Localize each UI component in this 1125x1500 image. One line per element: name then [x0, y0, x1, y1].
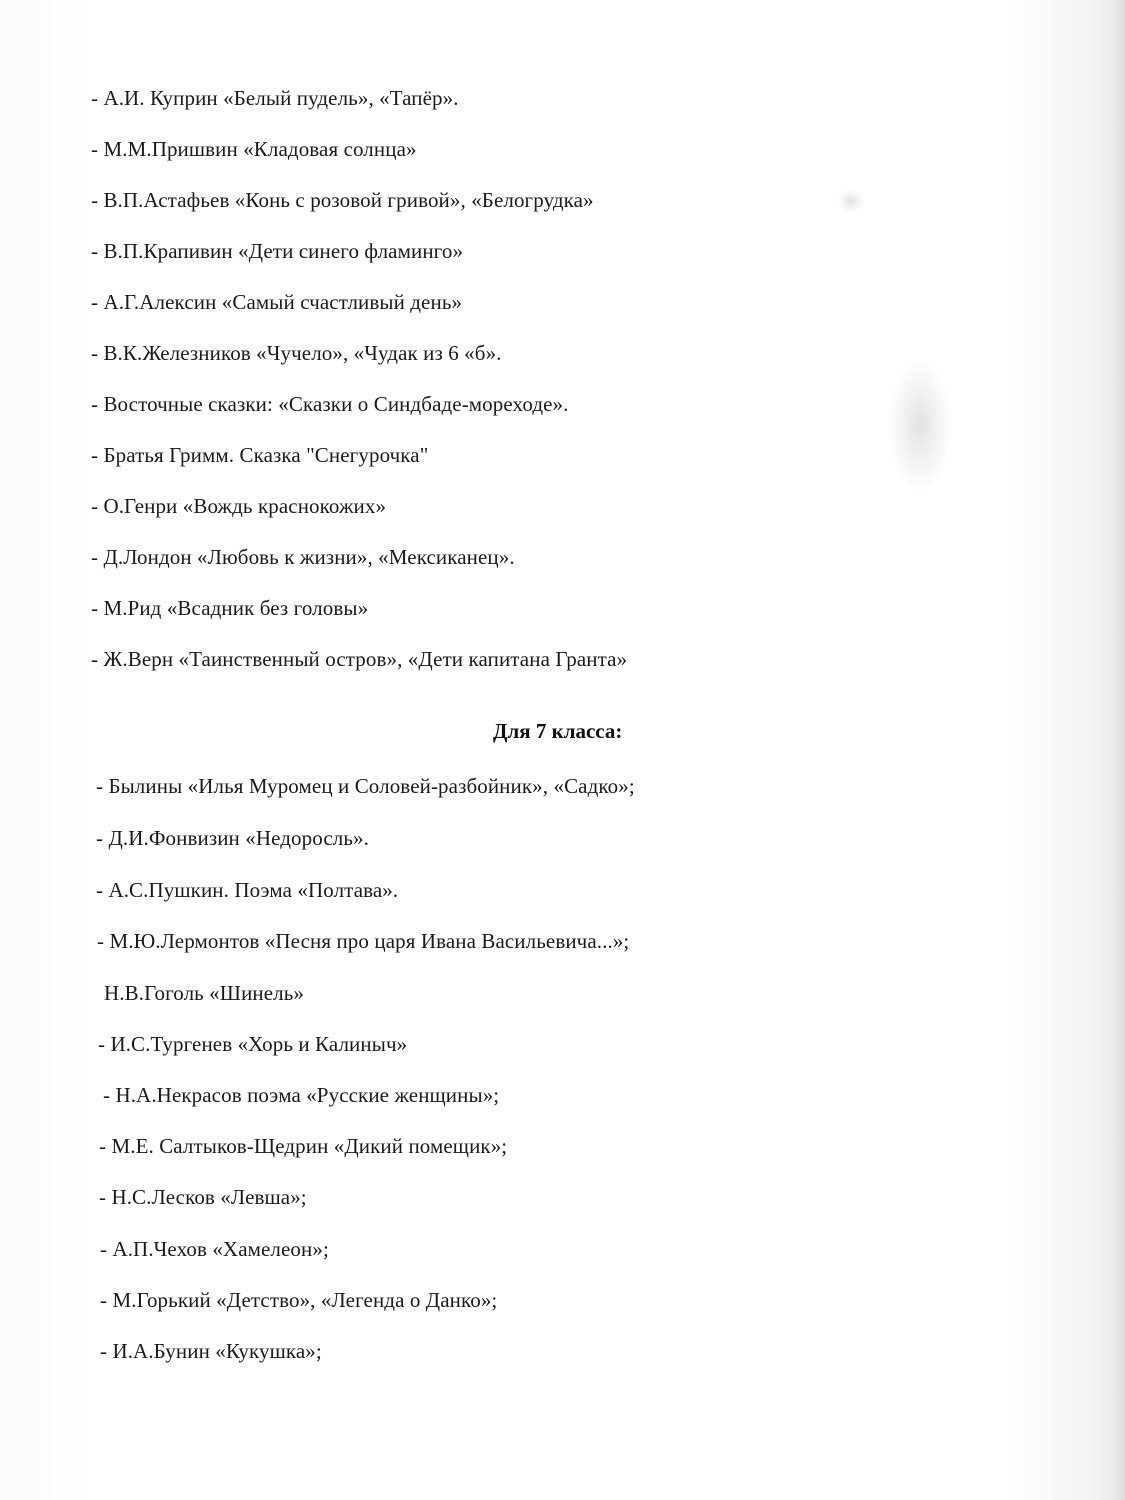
- list-item: - М.Е. Салтыков-Щедрин «Дикий помещик»;: [99, 1134, 508, 1158]
- list-item: - А.С.Пушкин. Поэма «Полтава».: [96, 878, 399, 902]
- scan-edge-shadow: [1111, 0, 1125, 1500]
- list-item: - Н.А.Некрасов поэма «Русские женщины»;: [103, 1083, 500, 1107]
- list-item: - М.М.Пришвин «Кладовая солнца»: [91, 137, 417, 161]
- list-item: - А.П.Чехов «Хамелеон»;: [100, 1237, 329, 1261]
- list-item: - Ж.Верн «Таинственный остров», «Дети капитана Гранта»: [91, 647, 628, 671]
- scan-smudge: [890, 360, 950, 490]
- list-item: - В.П.Крапивин «Дети синего фламинго»: [91, 239, 464, 263]
- list-item: Н.В.Гоголь «Шинель»: [104, 981, 305, 1005]
- list-item: - Братья Гримм. Сказка "Снегурочка": [91, 443, 429, 467]
- list-item: - М.Горький «Детство», «Легенда о Данко»;: [100, 1288, 498, 1312]
- list-item: - А.Г.Алексин «Самый счастливый день»: [91, 290, 463, 314]
- list-item: - М.Ю.Лермонтов «Песня про царя Ивана Васильевича...»;: [97, 929, 630, 953]
- list-item: - Н.С.Лесков «Левша»;: [99, 1185, 307, 1209]
- list-item: - Восточные сказки: «Сказки о Синдбаде-мореходе».: [91, 392, 569, 416]
- list-item: - М.Рид «Всадник без головы»: [91, 596, 369, 620]
- list-item: - А.И. Куприн «Белый пудель», «Тапёр».: [91, 86, 459, 110]
- scan-smudge: [838, 190, 864, 212]
- list-item: - О.Генри «Вождь краснокожих»: [91, 494, 387, 518]
- list-item: - И.А.Бунин «Кукушка»;: [100, 1339, 322, 1363]
- list-item: - Д.И.Фонвизин «Недоросль».: [96, 826, 369, 850]
- section-heading: Для 7 класса:: [493, 719, 623, 743]
- list-item: - И.С.Тургенев «Хорь и Калиныч»: [98, 1032, 408, 1056]
- list-item: - Былины «Илья Муромец и Соловей-разбойник», «Садко»;: [96, 774, 635, 798]
- list-item: - Д.Лондон «Любовь к жизни», «Мексиканец».: [91, 545, 515, 569]
- list-item: - В.К.Железников «Чучело», «Чудак из 6 «б».: [91, 341, 502, 365]
- list-item: - В.П.Астафьев «Конь с розовой гривой», «Белогрудка»: [91, 188, 594, 212]
